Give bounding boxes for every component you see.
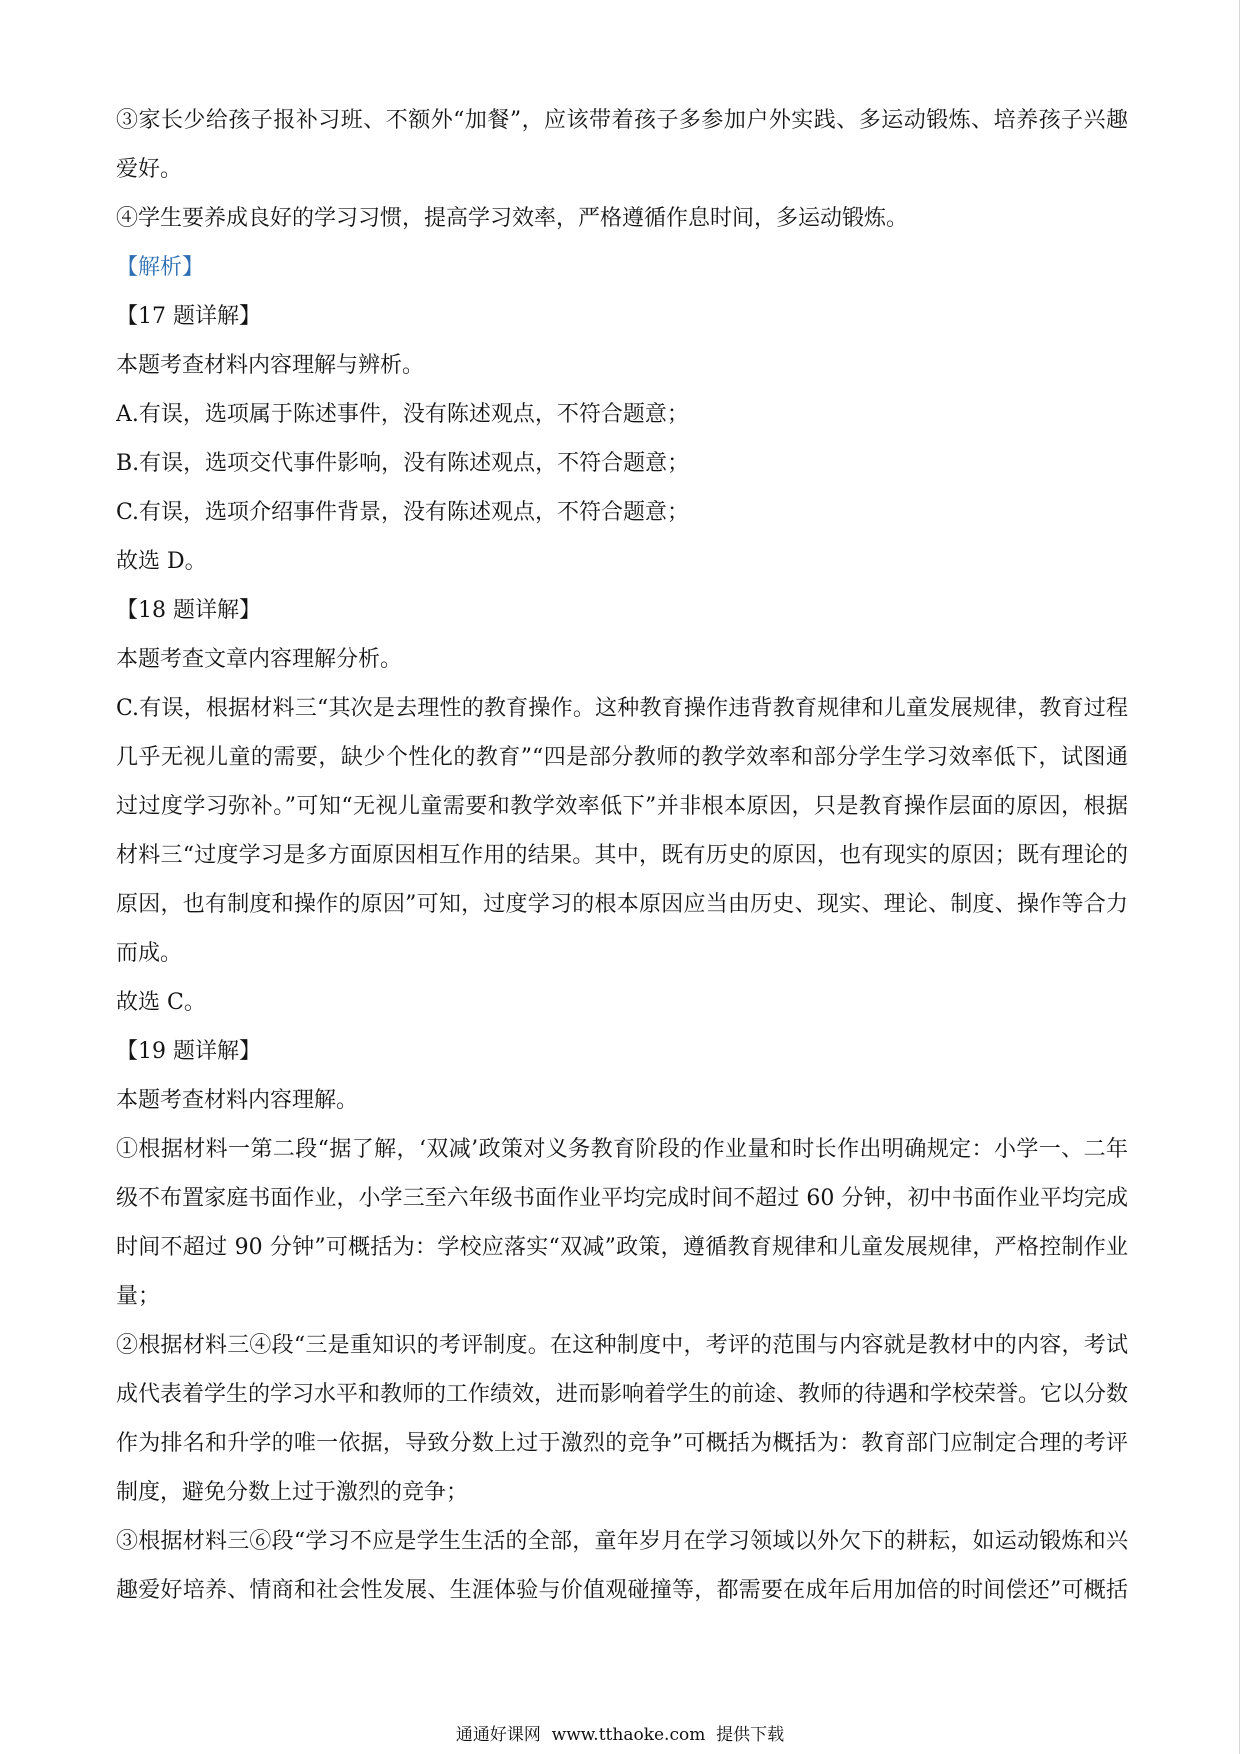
q17-option-a: A.有误，选项属于陈述事件，没有陈述观点，不符合题意；	[116, 402, 689, 427]
q19-intro: 本题考查材料内容理解。	[116, 1088, 359, 1113]
page-footer-watermark: 通通好课网 www.tthaoke.com 提供下载	[455, 1725, 785, 1745]
q19-point-3: ③根据材料三⑥段“学习不应是学生生活的全部，童年岁月在学习领域以外欠下的耕耘，如运动锻炼和兴趣爱好培养、情商和社会性发展、生涯体验与价值观碰撞等，都需要在成年后用加倍的时间偿还”可概括	[116, 1529, 1128, 1603]
analysis-label: 【解析】	[116, 255, 205, 280]
q18-heading: 【18 题详解】	[116, 598, 261, 623]
q19-point-1: ①根据材料一第二段“据了解，‘双减’政策对义务教育阶段的作业量和时长作出明确规定：小学一、二年级不布置家庭书面作业，小学三至六年级书面作业平均完成时间不超过 60 分钟，初中书面作业平均完成时间不超过 90 分钟”可概括为：学校应落实“双减”政策，遵循教育规律和儿童发展规律，严格控制作业量；	[116, 1137, 1128, 1309]
q17-option-c: C.有误，选项介绍事件背景，没有陈述观点，不符合题意；	[116, 500, 690, 525]
answer-point-4: ④学生要养成良好的学习习惯，提高学习效率，严格遵循作息时间，多运动锻炼。	[116, 206, 909, 231]
q18-option-c-explanation: C.有误，根据材料三“其次是去理性的教育操作。这种教育操作违背教育规律和儿童发展规律，教育过程几乎无视儿童的需要，缺少个性化的教育”“四是部分教师的教学效率和部分学生学习效率低下，试图通过过度学习弥补。”可知“无视儿童需要和教学效率低下”并非根本原因，只是教育操作层面的原因，根据材料三“过度学习是多方面原因相互作用的结果。其中，既有历史的原因，也有现实的原因；既有理论的原因，也有制度和操作的原因”可知，过度学习的根本原因应当由历史、现实、理论、制度、操作等合力而成。	[116, 696, 1128, 966]
q17-option-b: B.有误，选项交代事件影响，没有陈述观点，不符合题意；	[116, 451, 690, 476]
q18-intro: 本题考查文章内容理解分析。	[116, 647, 403, 672]
q18-answer: 故选 C。	[116, 990, 206, 1015]
q19-point-2: ②根据材料三④段“三是重知识的考评制度。在这种制度中，考评的范围与内容就是教材中的内容，考试成代表着学生的学习水平和教师的工作绩效，进而影响着学生的前途、教师的待遇和学校荣誉。它以分数作为排名和升学的唯一依据，导致分数上过于激烈的竞争”可概括为概括为：教育部门应制定合理的考评制度，避免分数上过于激烈的竞争；	[116, 1333, 1128, 1505]
q17-intro: 本题考查材料内容理解与辨析。	[116, 353, 425, 378]
q17-heading: 【17 题详解】	[116, 304, 261, 329]
q17-answer: 故选 D。	[116, 549, 207, 574]
document-body	[116, 96, 1128, 1615]
q19-heading: 【19 题详解】	[116, 1039, 261, 1064]
answer-point-3: ③家长少给孩子报补习班、不额外“加餐”，应该带着孩子多参加户外实践、多运动锻炼、培养孩子兴趣爱好。	[116, 108, 1128, 182]
